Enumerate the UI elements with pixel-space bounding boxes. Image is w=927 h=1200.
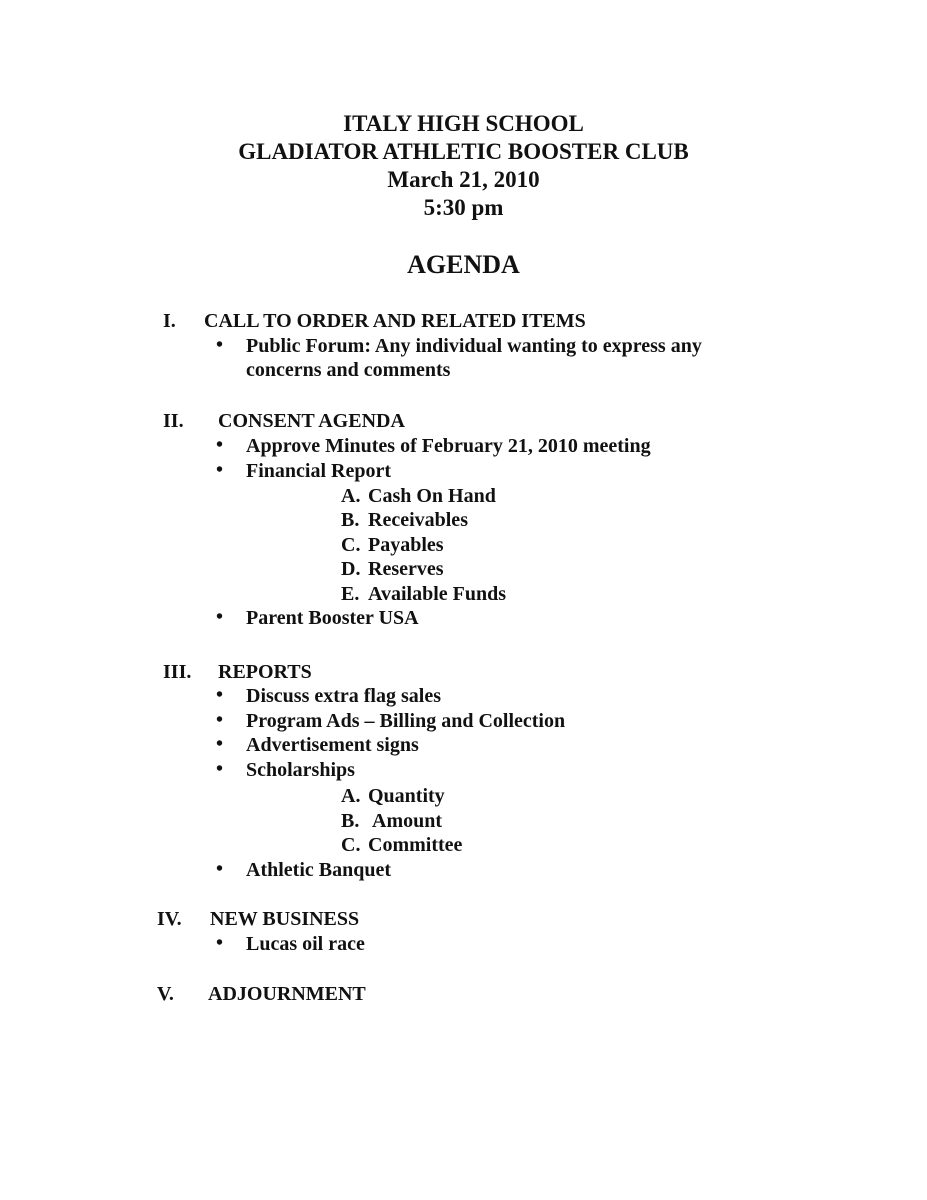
sub-item-letter: E. bbox=[341, 583, 360, 605]
sub-item-letter: D. bbox=[341, 558, 361, 580]
list-item: Advertisement signs bbox=[246, 734, 419, 756]
list-item: Financial Report bbox=[246, 460, 391, 482]
sub-item-letter: B. bbox=[341, 810, 360, 832]
bullet-icon: • bbox=[216, 606, 224, 628]
bullet-icon: • bbox=[216, 459, 224, 481]
bullet-icon: • bbox=[216, 733, 224, 755]
list-item: Lucas oil race bbox=[246, 933, 365, 955]
list-item: Program Ads – Billing and Collection bbox=[246, 710, 566, 732]
section-title: ADJOURNMENT bbox=[208, 983, 366, 1005]
list-item: Approve Minutes of February 21, 2010 meeting bbox=[246, 435, 651, 457]
sub-item-letter: C. bbox=[341, 534, 361, 556]
sub-item-letter: B. bbox=[341, 509, 360, 531]
section-numeral: II. bbox=[163, 410, 184, 432]
section-title: NEW BUSINESS bbox=[210, 908, 360, 930]
list-item: Athletic Banquet bbox=[246, 859, 391, 881]
agenda-title: AGENDA bbox=[407, 250, 520, 279]
list-item-continuation: concerns and comments bbox=[246, 359, 451, 381]
sub-item-text: Available Funds bbox=[368, 583, 506, 605]
section-title: REPORTS bbox=[218, 661, 312, 683]
section-numeral: III. bbox=[163, 661, 192, 683]
sub-item-text: Payables bbox=[368, 534, 444, 556]
sub-item-text: Reserves bbox=[368, 558, 444, 580]
sub-item-letter: A. bbox=[341, 485, 361, 507]
list-item: Parent Booster USA bbox=[246, 607, 419, 629]
sub-item-text: Amount bbox=[372, 810, 443, 832]
section-numeral: V. bbox=[157, 983, 174, 1005]
sub-item-text: Receivables bbox=[368, 509, 468, 531]
bullet-icon: • bbox=[216, 709, 224, 731]
school-name: ITALY HIGH SCHOOL bbox=[343, 111, 584, 136]
bullet-icon: • bbox=[216, 858, 224, 880]
bullet-icon: • bbox=[216, 434, 224, 456]
bullet-icon: • bbox=[216, 684, 224, 706]
list-item: Public Forum: Any individual wanting to express any bbox=[246, 335, 702, 357]
bullet-icon: • bbox=[216, 758, 224, 780]
sub-item-letter: A. bbox=[341, 785, 361, 807]
bullet-icon: • bbox=[216, 334, 224, 356]
section-title: CALL TO ORDER AND RELATED ITEMS bbox=[204, 310, 586, 332]
section-numeral: I. bbox=[163, 310, 176, 332]
sub-item-text: Quantity bbox=[368, 785, 445, 807]
list-item: Discuss extra flag sales bbox=[246, 685, 441, 707]
section-numeral: IV. bbox=[157, 908, 182, 930]
meeting-date: March 21, 2010 bbox=[387, 167, 540, 192]
meeting-time: 5:30 pm bbox=[423, 195, 504, 220]
sub-item-letter: C. bbox=[341, 834, 361, 856]
document-header bbox=[0, 110, 927, 222]
list-item: Scholarships bbox=[246, 759, 355, 781]
bullet-icon: • bbox=[216, 932, 224, 954]
section-title: CONSENT AGENDA bbox=[218, 410, 405, 432]
sub-item-text: Cash On Hand bbox=[368, 485, 496, 507]
sub-item-text: Committee bbox=[368, 834, 463, 856]
club-name: GLADIATOR ATHLETIC BOOSTER CLUB bbox=[238, 139, 689, 164]
